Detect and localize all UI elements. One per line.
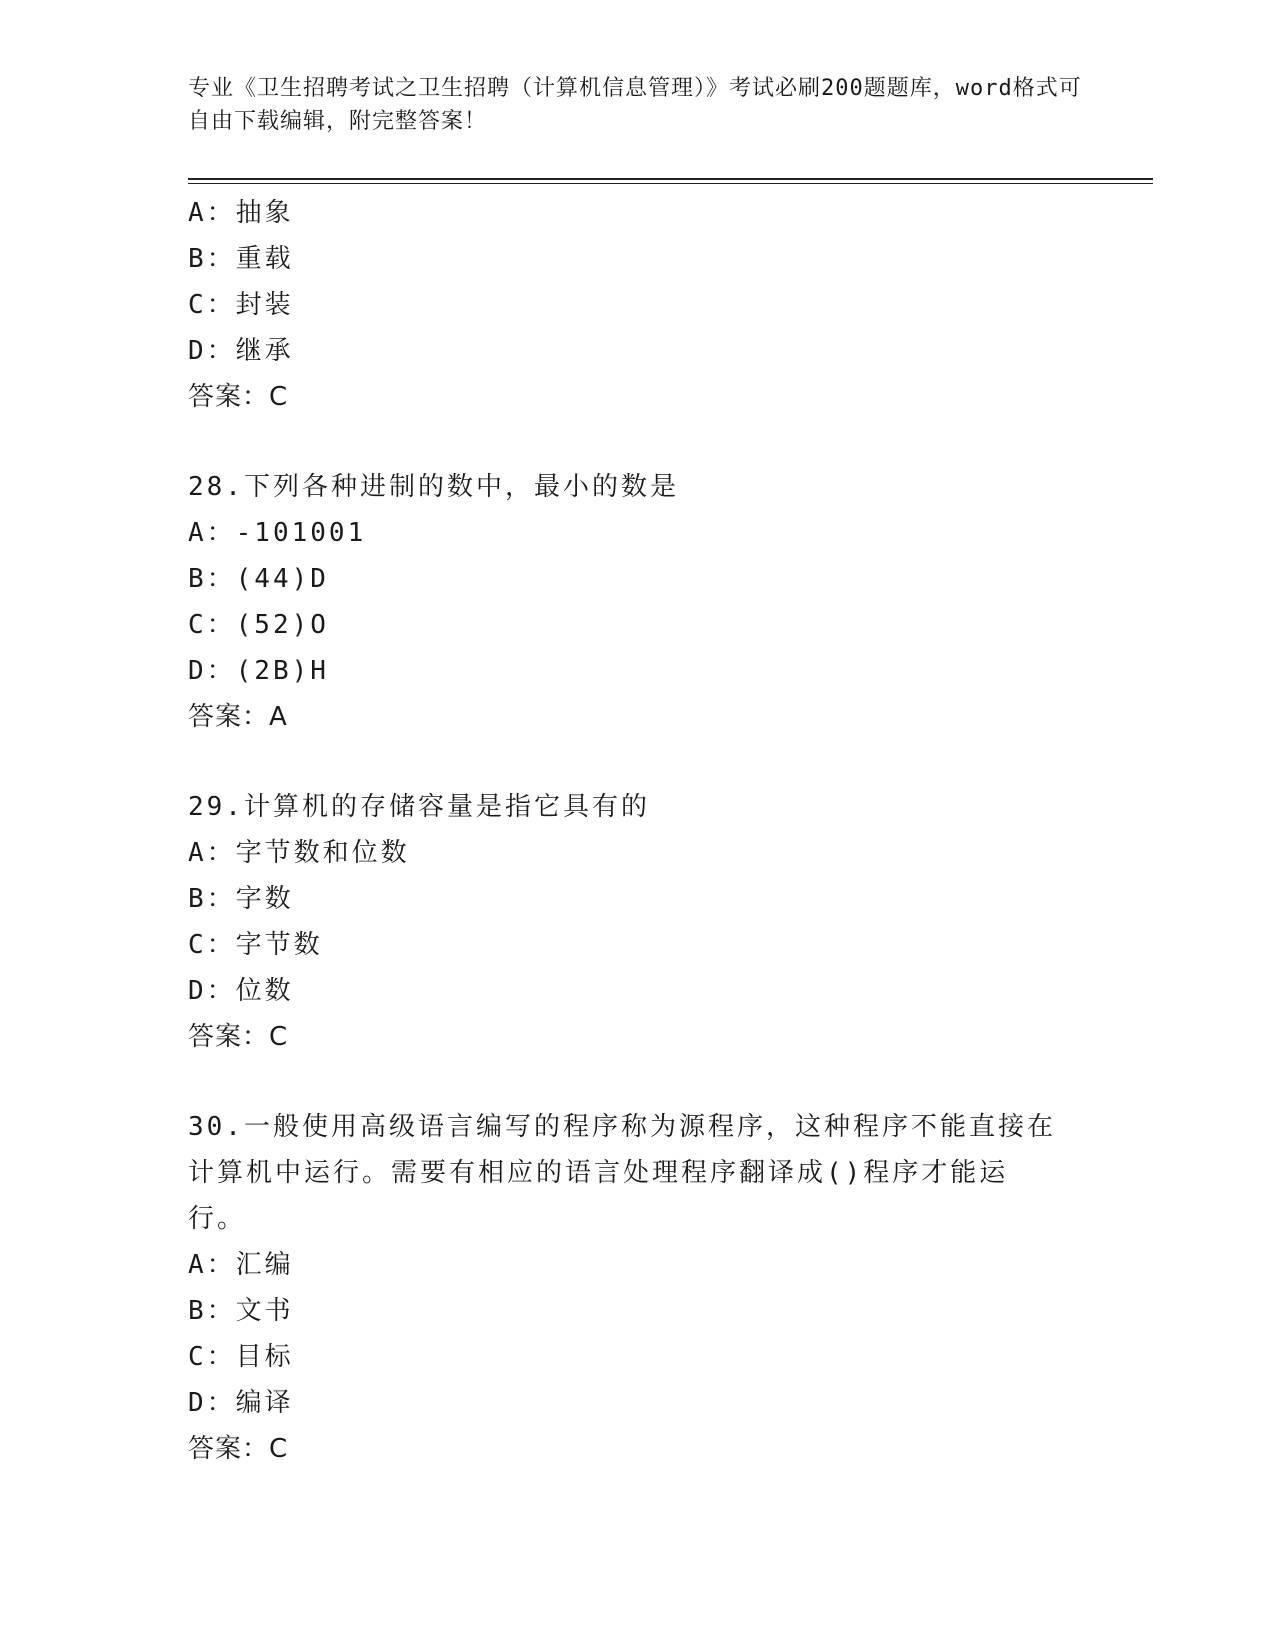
document-header: 专业《卫生招聘考试之卫生招聘（计算机信息管理）》考试必刷200题题库，word格式可自由下载编辑，附完整答案！ <box>188 76 1082 134</box>
header-rule-thin <box>188 183 1153 184</box>
option-c: C：封装 <box>188 290 294 320</box>
option-b: B：(44)D <box>188 564 329 594</box>
option-b: B：文书 <box>188 1296 294 1326</box>
option-a: A：-101001 <box>188 518 367 548</box>
option-b: B：字数 <box>188 884 294 914</box>
question-content <box>188 190 1088 1472</box>
question-stem: 28.下列各种进制的数中，最小的数是 <box>188 472 679 502</box>
question-stem: 29.计算机的存储容量是指它具有的 <box>188 792 650 822</box>
option-d: D：(2B)H <box>188 656 329 686</box>
option-a: A：抽象 <box>188 198 294 228</box>
option-c: C：字节数 <box>188 930 323 960</box>
answer-line: 答案：C <box>188 1022 289 1052</box>
option-a: A：字节数和位数 <box>188 838 410 868</box>
header-rule-thick <box>188 178 1153 180</box>
option-d: D：位数 <box>188 976 294 1006</box>
answer-line: 答案：C <box>188 1434 289 1464</box>
option-c: C：(52)O <box>188 610 329 640</box>
question-stem: 30.一般使用高级语言编写的程序称为源程序，这种程序不能直接在计算机中运行。需要有相应的语言处理程序翻译成()程序才能运行。 <box>188 1112 1056 1234</box>
option-a: A：汇编 <box>188 1250 294 1280</box>
option-d: D：编译 <box>188 1388 294 1418</box>
option-d: D：继承 <box>188 336 294 366</box>
answer-line: 答案：C <box>188 382 289 412</box>
option-b: B：重载 <box>188 244 294 274</box>
answer-line: 答案：A <box>188 702 288 732</box>
option-c: C：目标 <box>188 1342 294 1372</box>
